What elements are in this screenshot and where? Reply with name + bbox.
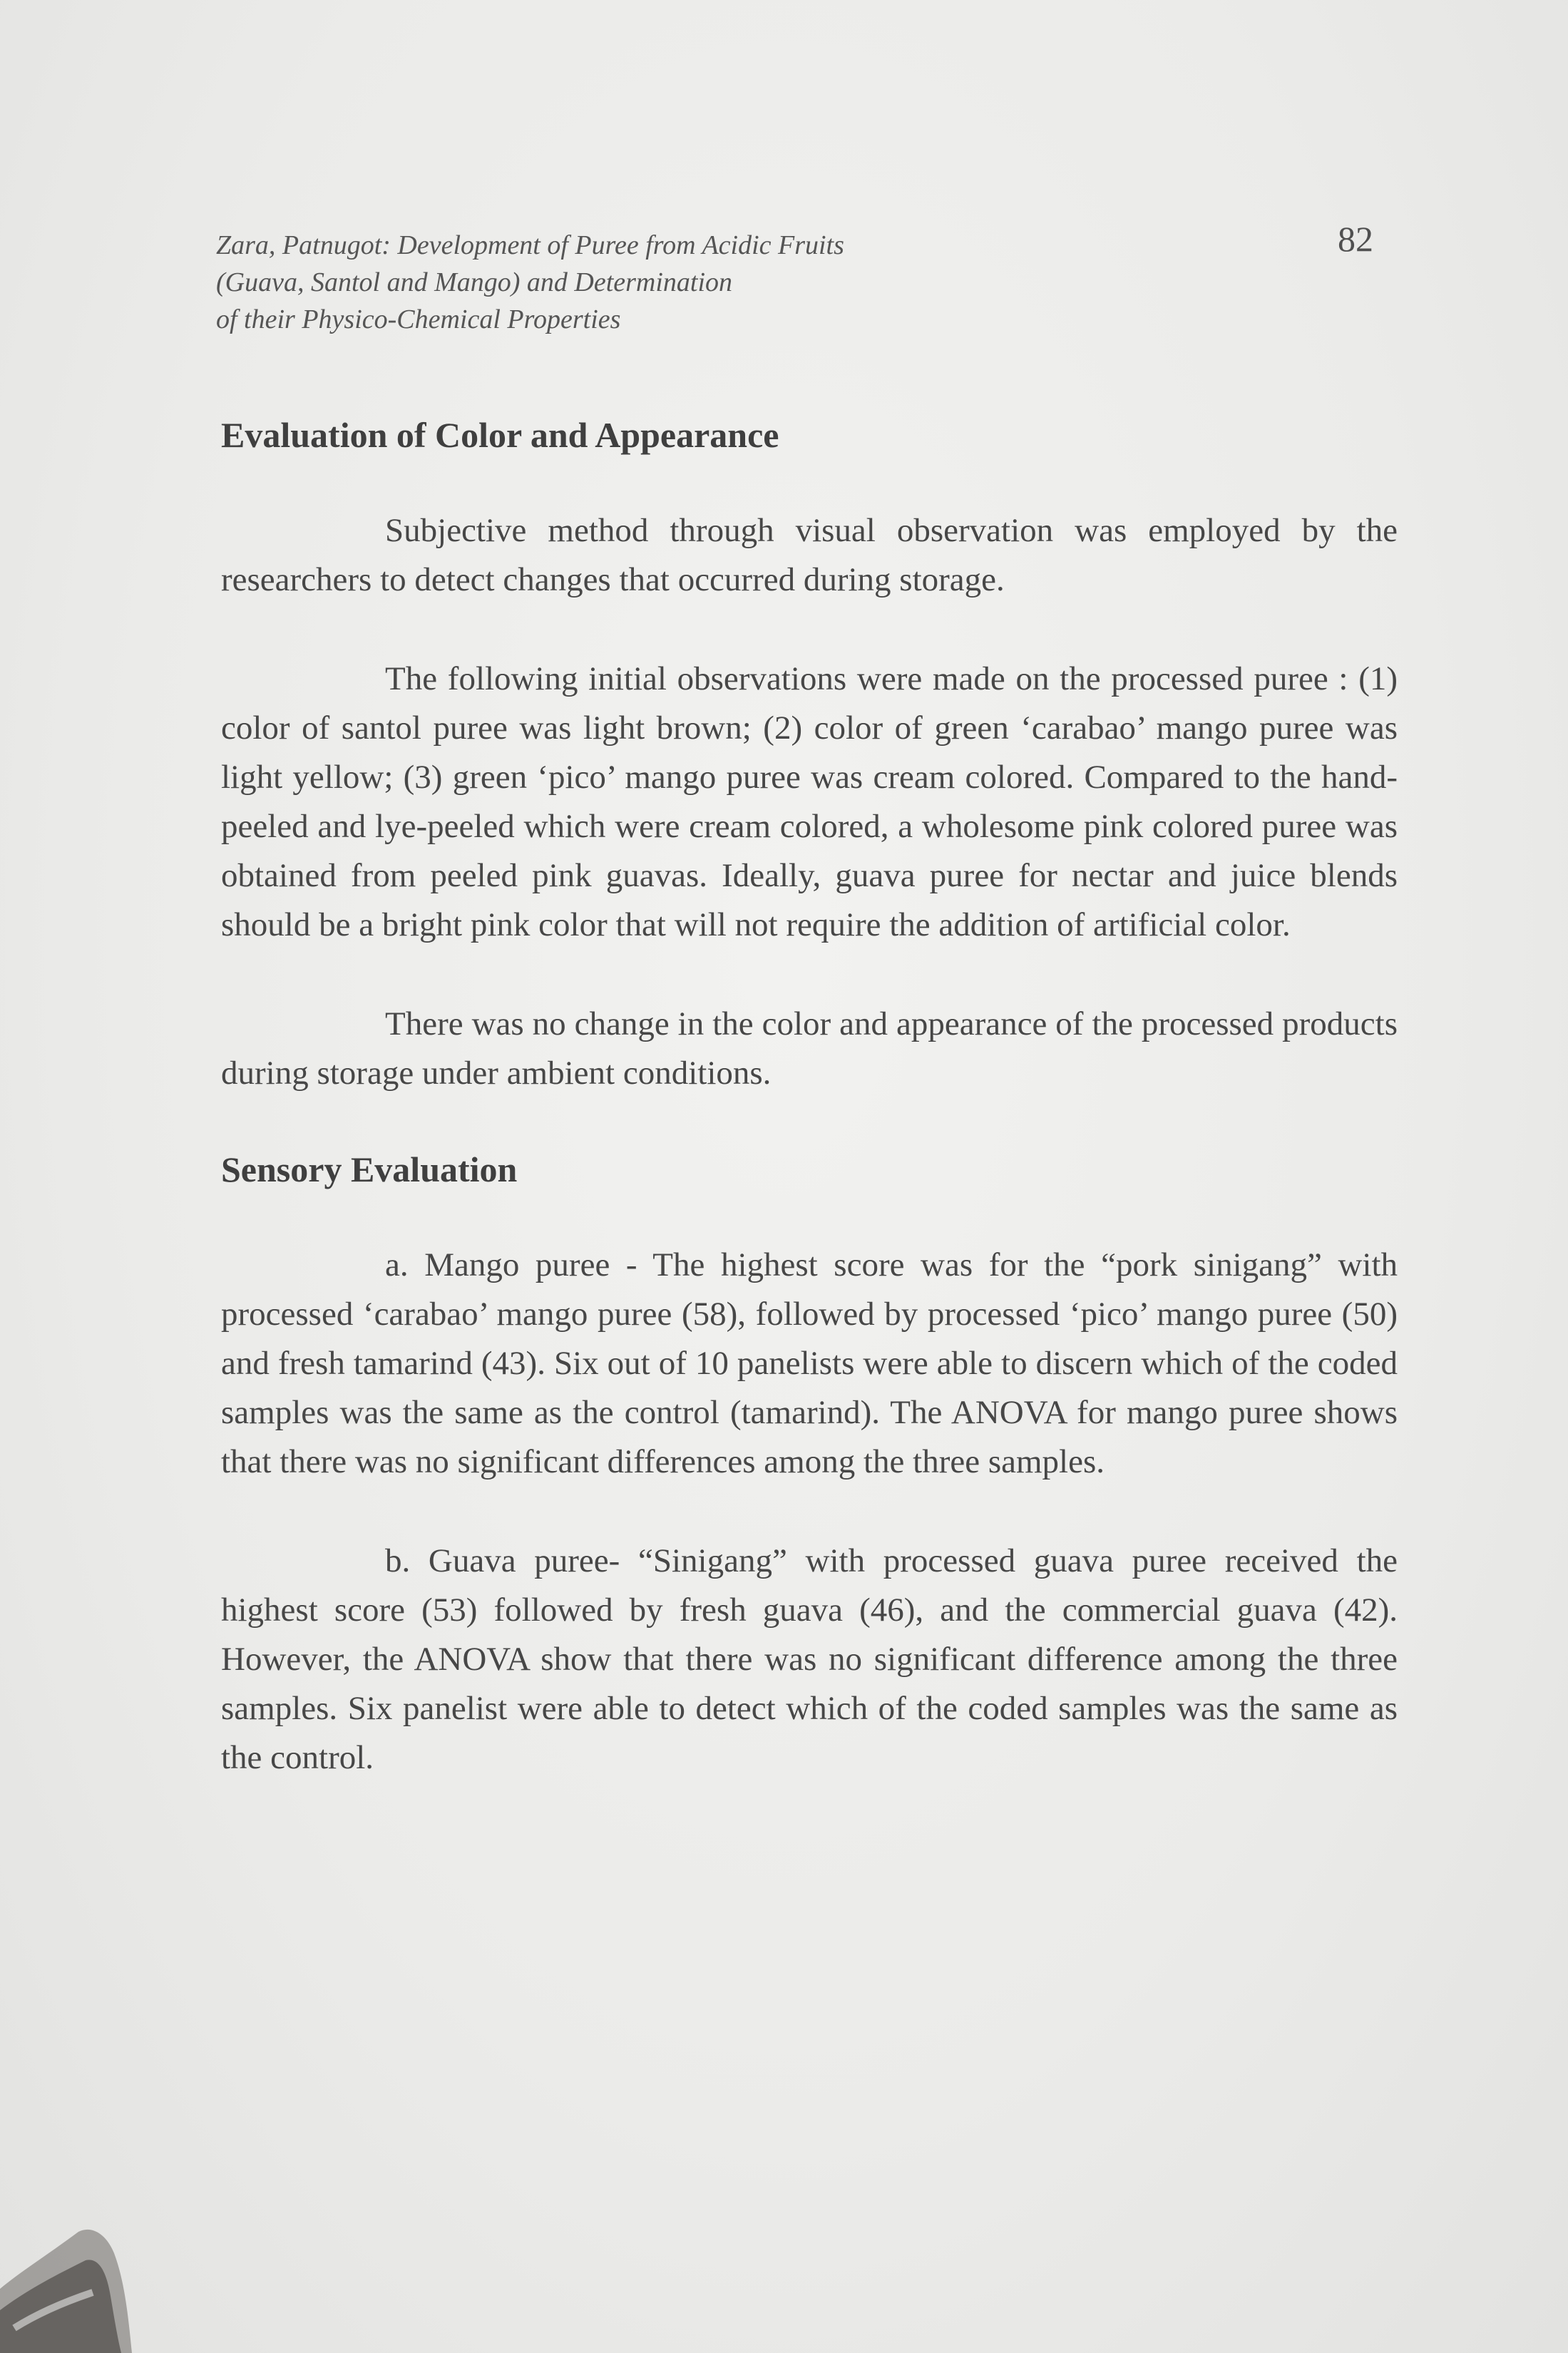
running-head-line: of their Physico-Chemical Properties (216, 304, 621, 334)
paragraph: Subjective method through visual observation was employed by the researchers to detect changes that occurred during storage. (221, 512, 1398, 598)
paragraph: There was no change in the color and appearance of the processed products during storage under ambient conditions. (221, 1005, 1398, 1092)
running-head (216, 227, 1107, 338)
scan-artifact (0, 2203, 143, 2353)
paragraph: The following initial observations were made on the processed puree : (1) color of santol puree was light brown; (2) color of green ‘carabao’ mango puree was light yellow; (3) green ‘pico’ mango puree was cream colored. Compared to the hand-peeled and lye-peeled which were cream colored, a wholesome pink colored puree was obtained from peeled pink guavas. Ideally, guava puree for nectar and juice blends should be a bright pink color that will not require the addition of artificial color. (221, 660, 1398, 943)
section-heading: Evaluation of Color and Appearance (221, 415, 779, 455)
paragraph: b. Guava puree- “Sinigang” with processed guava puree received the highest score (53) followed by fresh guava (46), and the commercial guava (42). However, the ANOVA show that there was no significant difference among the three samples. Six panelist were able to detect which of the coded samples was the same as the control. (221, 1542, 1398, 1776)
page-number: 82 (1338, 219, 1373, 259)
body-text (221, 414, 1398, 1832)
running-head-line: Zara, Patnugot: Development of Puree from Acidic Fruits (216, 230, 844, 260)
running-head-line: (Guava, Santol and Mango) and Determination (216, 267, 733, 297)
section-heading: Sensory Evaluation (221, 1149, 518, 1189)
section-sensory-evaluation (221, 1148, 1398, 1783)
section-color-appearance (221, 414, 1398, 1098)
paragraph: a. Mango puree - The highest score was for the “pork sinigang” with processed ‘carabao’ mango puree (58), followed by processed ‘pico’ mango puree (50) and fresh tamarind (43). Six out of 10 panelists were able to discern which of the coded samples was the same as the control (tamarind). The ANOVA for mango puree shows that there was no significant differences among the three samples. (221, 1246, 1398, 1480)
